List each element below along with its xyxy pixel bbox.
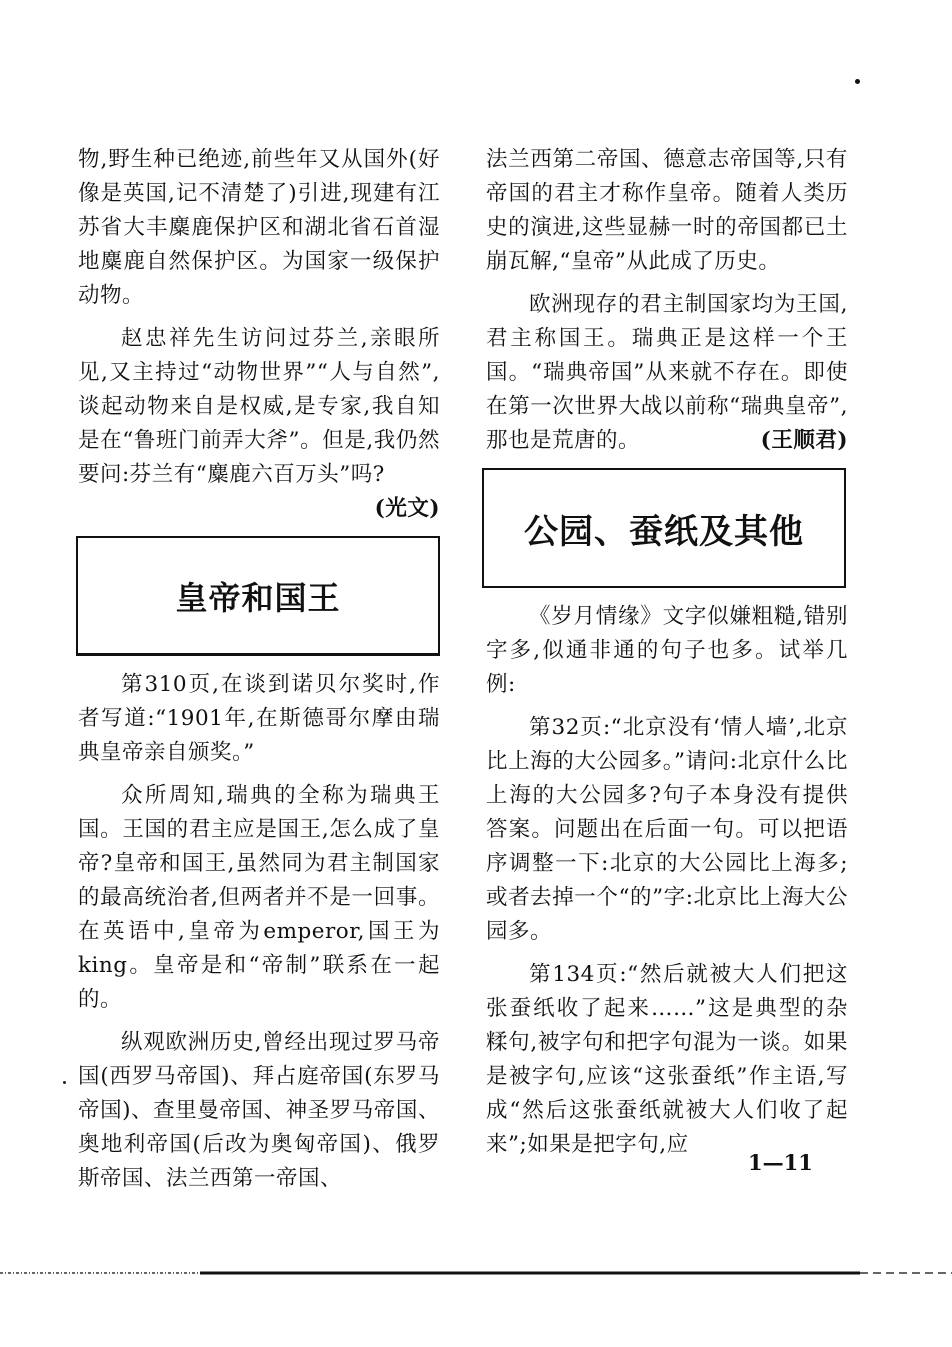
article-title-box (76, 536, 440, 656)
article-title: 公园、蚕纸及其他 (524, 511, 804, 552)
paragraph: 众所周知,瑞典的全称为瑞典王国。王国的君主应是国王,怎么成了皇帝?皇帝和国王,虽然同为君主制国家的最高统治者,但两者并不是一回事。在英语中,皇帝为emperor,国王为king。皇帝是和“帝制”联系在一起的。 (78, 783, 440, 1012)
paragraph: 第134页:“然后就被大人们把这张蚕纸收了起来……”这是典型的杂糅句,被字句和把字句混为一谈。如果是被字句,应该“这张蚕纸”作主语,写成“然后这张蚕纸就被大人们收了起来”;如果是把字句,应 (486, 962, 848, 1157)
paragraph (486, 288, 848, 458)
left-column (78, 143, 440, 1196)
paragraph: 第32页:“北京没有‘情人墙’,北京比上海的大公园多。”请问:北京什么比上海的大公园多?句子本身没有提供答案。问题出在后面一句。可以把语序调整一下:北京的大公园比上海多;或者去掉一个“的”字:北京比上海大公园多。 (486, 715, 848, 944)
paragraph-text: 欧洲现存的君主制国家均为王国,君主称国王。瑞典正是这样一个王国。“瑞典帝国”从来就不存在。即使在第一次世界大战以前称“瑞典皇帝”,那也是荒唐的。 (486, 292, 848, 453)
paragraph-text: 赵忠祥先生访问过芬兰,亲眼所见,又主持过“动物世界”“人与自然”,谈起动物来自是权威,是专家,我自知是在“鲁班门前弄大斧”。但是,我仍然要问:芬兰有“麋鹿六百万头”吗? (78, 326, 440, 487)
article-title: 皇帝和国王 (175, 578, 341, 617)
paragraph: 《岁月情缘》文字似嫌粗糙,错别字多,似通非通的句子也多。试举几例: (486, 604, 848, 697)
paragraph: 物,野生种已绝迹,前些年又从国外(好像是英国,记不清楚了)引进,现建有江苏省大丰麋鹿保护区和湖北省石首湿地麋鹿自然保护区。为国家一级保护动物。 (78, 147, 440, 308)
author-signature: (王顺君) (760, 428, 848, 453)
paragraph: 法兰西第二帝国、德意志帝国等,只有帝国的君主才称作皇帝。随着人类历史的演进,这些显赫一时的帝国都已土崩瓦解,“皇帝”从此成了历史。 (486, 147, 848, 274)
scan-edge-line (0, 1270, 952, 1276)
ink-dot (855, 79, 860, 84)
article-title-box (482, 468, 846, 588)
paragraph (78, 322, 440, 526)
author-signature: (光文) (374, 496, 440, 521)
page-number: 1—11 (748, 1150, 813, 1175)
paragraph: 第310页,在谈到诺贝尔奖时,作者写道:“1901年,在斯德哥尔摩由瑞典皇帝亲自颁奖。” (78, 672, 440, 765)
right-column (486, 143, 848, 1162)
ink-dot (63, 1081, 66, 1084)
paragraph: 纵观欧洲历史,曾经出现过罗马帝国(西罗马帝国)、拜占庭帝国(东罗马帝国)、查里曼帝国、神圣罗马帝国、奥地利帝国(后改为奥匈帝国)、俄罗斯帝国、法兰西第一帝国、 (78, 1030, 440, 1191)
